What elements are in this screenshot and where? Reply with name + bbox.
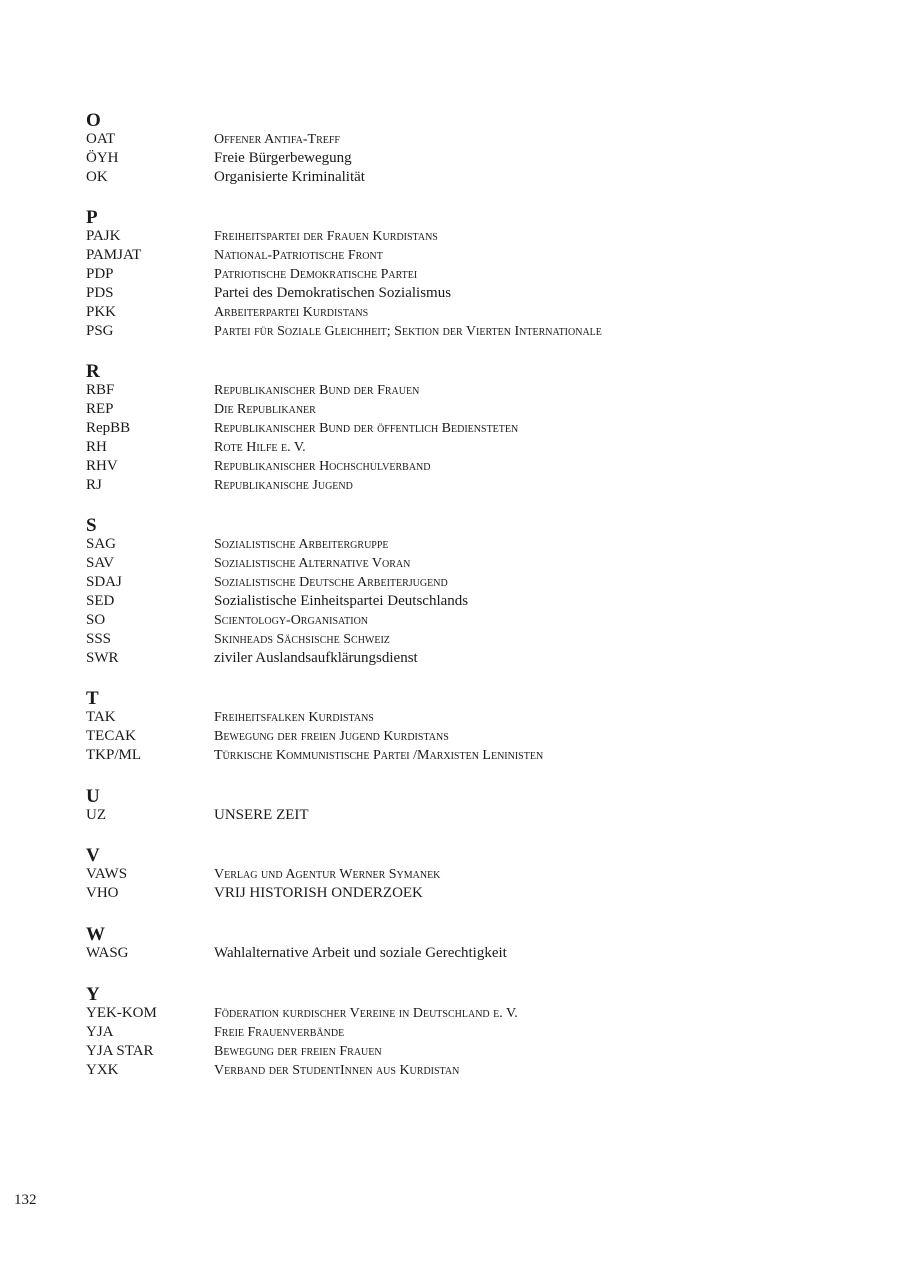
section-letter: U bbox=[86, 786, 100, 807]
entry-abbreviation: RJ bbox=[86, 477, 102, 493]
glossary-entry bbox=[86, 649, 846, 668]
entry-expansion: Offener Antifa-Treff bbox=[214, 132, 340, 147]
glossary-entry bbox=[86, 400, 846, 419]
glossary-entry bbox=[86, 168, 846, 187]
entry-abbreviation: OK bbox=[86, 169, 108, 185]
entry-expansion: Sozialistische Arbeitergruppe bbox=[214, 537, 389, 552]
entry-expansion: Scientology-Organisation bbox=[214, 613, 369, 628]
entry-abbreviation: PDP bbox=[86, 266, 114, 282]
section-u bbox=[86, 786, 846, 825]
entry-abbreviation: UZ bbox=[86, 807, 106, 823]
entry-abbreviation: YXK bbox=[86, 1062, 119, 1078]
glossary-entry bbox=[86, 149, 846, 168]
section-letter: O bbox=[86, 110, 101, 131]
entry-abbreviation: PDS bbox=[86, 285, 114, 301]
entry-expansion: Bewegung der freien Jugend Kurdistans bbox=[214, 729, 449, 744]
section-y bbox=[86, 984, 846, 1080]
entry-abbreviation: PAMJAT bbox=[86, 247, 142, 263]
entry-abbreviation: RHV bbox=[86, 458, 118, 474]
entry-abbreviation: PAJK bbox=[86, 228, 121, 244]
entry-expansion: Republikanische Jugend bbox=[214, 478, 353, 493]
entry-expansion: VRIJ HISTORISH ONDERZOEK bbox=[214, 885, 423, 901]
entry-expansion: Freiheitspartei der Frauen Kurdistans bbox=[214, 229, 438, 244]
entry-expansion: Türkische Kommunistische Partei /Marxisten Leninisten bbox=[214, 748, 544, 763]
entry-abbreviation: RepBB bbox=[86, 420, 131, 436]
glossary-entry bbox=[86, 284, 846, 303]
section-letter: W bbox=[86, 924, 105, 945]
glossary-entry bbox=[86, 535, 846, 554]
entry-abbreviation: YJA bbox=[86, 1024, 114, 1040]
entry-expansion: ziviler Auslandsaufklärungsdienst bbox=[214, 650, 418, 666]
glossary-entry bbox=[86, 944, 846, 963]
glossary-entry bbox=[86, 746, 846, 765]
entry-expansion: Freiheitsfalken Kurdistans bbox=[214, 710, 374, 725]
entry-abbreviation: SWR bbox=[86, 650, 119, 666]
page-number: 132 bbox=[14, 1192, 37, 1208]
entry-expansion: Skinheads Sächsische Schweiz bbox=[214, 632, 390, 647]
entry-abbreviation: VAWS bbox=[86, 866, 128, 882]
section-w bbox=[86, 924, 846, 963]
entry-expansion: Republikanischer Bund der Frauen bbox=[214, 383, 420, 398]
entry-expansion: Republikanischer Hochschulverband bbox=[214, 459, 431, 474]
glossary-entry bbox=[86, 806, 846, 825]
entry-expansion: Partei des Demokratischen Sozialismus bbox=[214, 285, 452, 301]
glossary-entry bbox=[86, 630, 846, 649]
entry-expansion: Wahlalternative Arbeit und soziale Gerechtigkeit bbox=[214, 945, 507, 961]
section-letter: S bbox=[86, 515, 97, 536]
glossary-entry bbox=[86, 476, 846, 495]
entry-abbreviation: SAG bbox=[86, 536, 117, 552]
entry-abbreviation: PSG bbox=[86, 323, 114, 339]
entry-abbreviation: VHO bbox=[86, 885, 119, 901]
entry-abbreviation: WASG bbox=[86, 945, 129, 961]
glossary-entry bbox=[86, 1023, 846, 1042]
glossary-entry bbox=[86, 611, 846, 630]
glossary-entry bbox=[86, 457, 846, 476]
glossary-entry bbox=[86, 708, 846, 727]
entry-expansion: Rote Hilfe e. V. bbox=[214, 440, 306, 455]
glossary-entry bbox=[86, 419, 846, 438]
glossary-entry bbox=[86, 884, 846, 903]
entry-expansion: UNSERE ZEIT bbox=[214, 807, 309, 823]
entry-expansion: Föderation kurdischer Vereine in Deutschland e. V. bbox=[214, 1006, 518, 1021]
entry-abbreviation: SSS bbox=[86, 631, 112, 647]
section-letter: T bbox=[86, 688, 99, 709]
entry-expansion: National-Patriotische Front bbox=[214, 248, 383, 263]
entry-expansion: Freie Frauenverbände bbox=[214, 1025, 345, 1040]
section-letter: V bbox=[86, 845, 100, 866]
entry-abbreviation: REP bbox=[86, 401, 114, 417]
glossary-entry bbox=[86, 1004, 846, 1023]
glossary-entry bbox=[86, 322, 846, 341]
entry-expansion: Bewegung der freien Frauen bbox=[214, 1044, 382, 1059]
section-t bbox=[86, 688, 846, 765]
glossary-entry bbox=[86, 1042, 846, 1061]
entry-expansion: Sozialistische Alternative Voran bbox=[214, 556, 411, 571]
glossary-entry bbox=[86, 265, 846, 284]
section-v bbox=[86, 845, 846, 903]
glossary-entry bbox=[86, 727, 846, 746]
entry-expansion: Patriotische Demokratische Partei bbox=[214, 267, 418, 282]
entry-abbreviation: SAV bbox=[86, 555, 115, 571]
entry-expansion: Verlag und Agentur Werner Symanek bbox=[214, 867, 441, 882]
section-letter: R bbox=[86, 361, 100, 382]
entry-expansion: Sozialistische Deutsche Arbeiterjugend bbox=[214, 575, 448, 590]
glossary-entry bbox=[86, 303, 846, 322]
section-s bbox=[86, 515, 846, 668]
glossary-entry bbox=[86, 554, 846, 573]
glossary-entry bbox=[86, 381, 846, 400]
entry-abbreviation: TECAK bbox=[86, 728, 136, 744]
entry-expansion: Arbeiterpartei Kurdistans bbox=[214, 305, 369, 320]
section-o bbox=[86, 110, 846, 187]
entry-expansion: Die Republikaner bbox=[214, 402, 316, 417]
entry-expansion: Republikanischer Bund der öffentlich Bediensteten bbox=[214, 421, 519, 436]
entry-expansion: Organisierte Kriminalität bbox=[214, 169, 365, 185]
entry-abbreviation: RBF bbox=[86, 382, 115, 398]
entry-abbreviation: TKP/ML bbox=[86, 747, 142, 763]
entry-expansion: Freie Bürgerbewegung bbox=[214, 150, 352, 166]
entry-expansion: Sozialistische Einheitspartei Deutschlands bbox=[214, 593, 469, 609]
entry-abbreviation: YEK-KOM bbox=[86, 1005, 157, 1021]
section-letter: P bbox=[86, 207, 98, 228]
glossary-entry bbox=[86, 438, 846, 457]
entry-abbreviation: SO bbox=[86, 612, 106, 628]
section-p bbox=[86, 207, 846, 341]
glossary-entry bbox=[86, 246, 846, 265]
entry-abbreviation: RH bbox=[86, 439, 107, 455]
entry-expansion: Partei für Soziale Gleichheit; Sektion der Vierten Internationale bbox=[214, 324, 602, 339]
glossary-entry bbox=[86, 130, 846, 149]
entry-abbreviation: ÖYH bbox=[86, 150, 119, 166]
entry-abbreviation: YJA STAR bbox=[86, 1043, 154, 1059]
glossary-entry bbox=[86, 1061, 846, 1080]
entry-abbreviation: TAK bbox=[86, 709, 116, 725]
section-r bbox=[86, 361, 846, 495]
entry-abbreviation: SDAJ bbox=[86, 574, 122, 590]
entry-abbreviation: SED bbox=[86, 593, 115, 609]
glossary-entry bbox=[86, 592, 846, 611]
section-letter: Y bbox=[86, 984, 100, 1005]
glossary-entry bbox=[86, 865, 846, 884]
entry-expansion: Verband der StudentInnen aus Kurdistan bbox=[214, 1063, 460, 1078]
glossary-entry bbox=[86, 227, 846, 246]
entry-abbreviation: OAT bbox=[86, 131, 116, 147]
glossary-entry bbox=[86, 573, 846, 592]
entry-abbreviation: PKK bbox=[86, 304, 117, 320]
